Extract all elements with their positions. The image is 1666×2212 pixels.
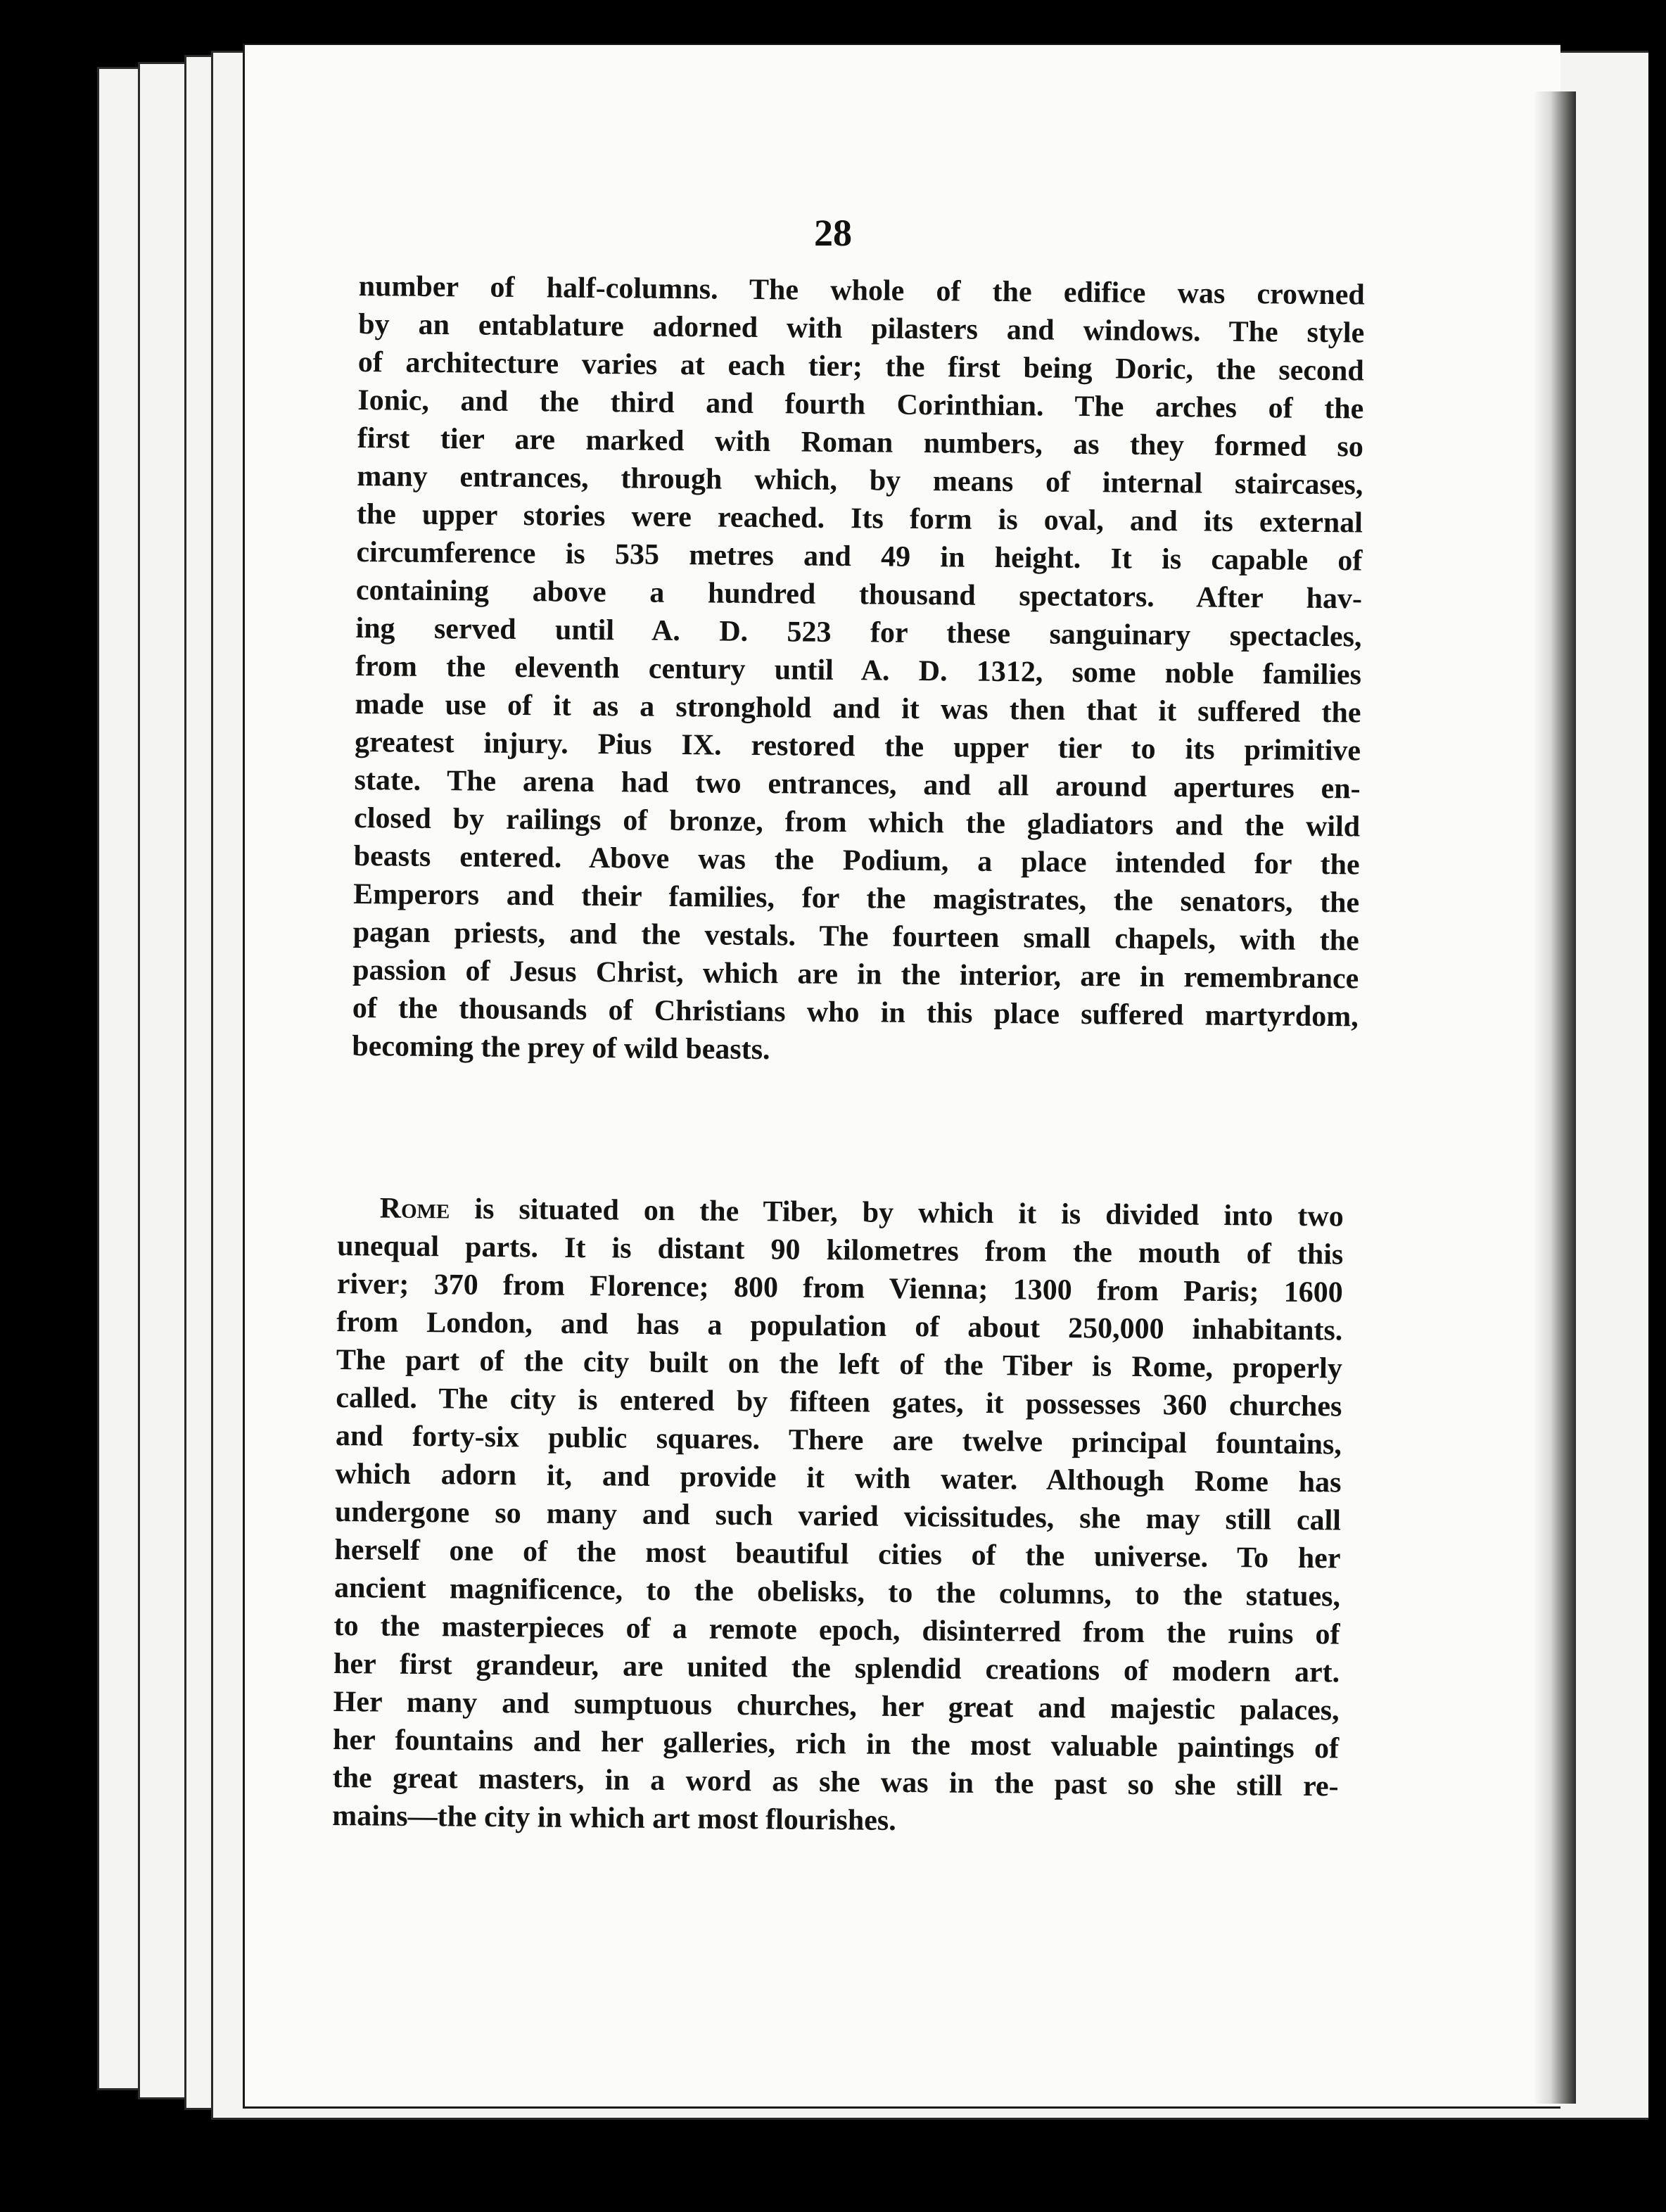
text-line: herself one of the most beautiful cities of the universe. To her <box>334 1533 1341 1575</box>
text-line: from the eleventh century until A. D. 1312, some noble families <box>355 649 1362 692</box>
text-line: from London, and has a population of about 250,000 inhabitants. <box>336 1305 1343 1347</box>
text-line: the great masters, in a word as she was in the past so she still re- <box>332 1761 1339 1803</box>
text-line: her first grandeur, are united the splendid creations of modern art. <box>333 1647 1340 1689</box>
text-line: of architecture varies at each tier; the first being Doric, the second <box>357 345 1364 388</box>
text-line: unequal parts. It is distant 90 kilometres from the mouth of this <box>337 1229 1344 1271</box>
text-line: the upper stories were reached. Its form is oval, and its external <box>356 497 1363 540</box>
text-line: pagan priests, and the vestals. The fourteen small chapels, with the <box>352 915 1359 958</box>
text-line: her fountains and her galleries, rich in the most valuable paintings of <box>332 1723 1340 1765</box>
text-line: many entrances, through which, by means of internal staircases, <box>357 459 1363 502</box>
text-line: number of half-columns. The whole of the edifice was crowned <box>358 269 1365 312</box>
text-line: circumference is 535 metres and 49 in height. It is capable of <box>356 535 1363 578</box>
lead-word: Rome <box>379 1192 450 1226</box>
paragraph-colosseum <box>352 267 1365 1074</box>
text-fragment: is situated on the Tiber, by which it is divided into two <box>450 1193 1344 1233</box>
text-line: passion of Jesus Christ, which are in the interior, are in remembrance <box>352 953 1359 996</box>
text-line: ing served until A. D. 523 for these sanguinary spectacles, <box>355 611 1362 654</box>
text-line: closed by railings of bronze, from which the gladiators and the wild <box>353 801 1361 844</box>
text-line: first tier are marked with Roman numbers, as they formed so <box>357 421 1364 464</box>
text-line: Her many and sumptuous churches, her great and majestic palaces, <box>333 1685 1340 1727</box>
text-line: becoming the prey of wild beasts. <box>352 1029 770 1067</box>
text-line: containing above a hundred thousand spectators. After hav- <box>355 573 1363 616</box>
text-line: state. The arena had two entrances, and all around apertures en- <box>354 763 1361 806</box>
text-line: mains—the city in which art most flourishes. <box>332 1799 896 1837</box>
paragraph-rome <box>332 1189 1344 1843</box>
page-number: 28 <box>814 212 852 254</box>
text-line: greatest injury. Pius IX. restored the upper tier to its primitive <box>354 725 1361 768</box>
text-line: and forty-six public squares. There are twelve principal fountains, <box>335 1419 1342 1461</box>
text-line: beasts entered. Above was the Podium, a place intended for the <box>353 839 1360 882</box>
text-line: made use of it as a stronghold and it was then that it suffered the <box>355 687 1361 730</box>
text-line: undergone so many and such varied vicissitudes, she may still call <box>334 1495 1342 1537</box>
text-line: of the thousands of Christians who in this place suffered martyrdom, <box>352 991 1359 1034</box>
text-line: by an entablature adorned with pilasters and windows. The style <box>358 307 1365 350</box>
page-spine-shadow <box>1534 91 1576 2104</box>
text-line: The part of the city built on the left of the Tiber is Rome, properly <box>336 1343 1343 1385</box>
text-line: to the masterpieces of a remote epoch, disinterred from the ruins of <box>333 1609 1340 1651</box>
text-line: which adorn it, and provide it with water. Although Rome has <box>335 1457 1342 1499</box>
text-line: ancient magnificence, to the obelisks, to the columns, to the statues, <box>333 1571 1341 1613</box>
text-line: Ionic, and the third and fourth Corinthian. The arches of the <box>357 383 1364 426</box>
text-line: river; 370 from Florence; 800 from Vienna; 1300 from Paris; 1600 <box>336 1267 1343 1309</box>
text-line: Emperors and their families, for the magistrates, the senators, the <box>353 877 1360 920</box>
text-line: called. The city is entered by fifteen gates, it possesses 360 churches <box>336 1381 1342 1423</box>
